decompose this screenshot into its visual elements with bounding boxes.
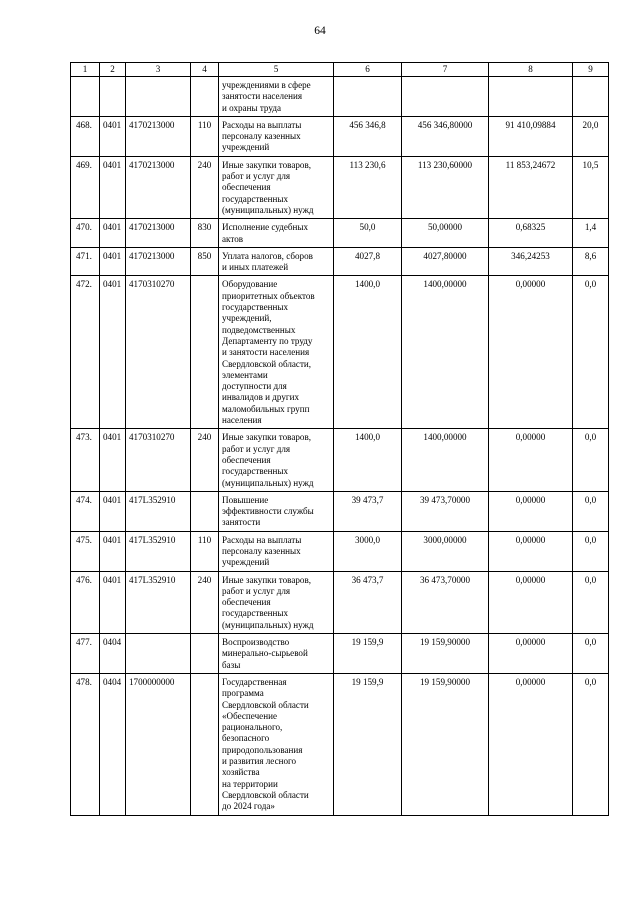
target-article-cell: 4170310270 <box>126 276 191 429</box>
limit-amount-cell: 19 159,90000 <box>402 634 489 674</box>
limit-amount-cell: 19 159,90000 <box>402 673 489 815</box>
section-code-cell: 0401 <box>100 116 126 156</box>
target-article-cell: 4170213000 <box>126 156 191 218</box>
row-number-cell: 469. <box>71 156 100 218</box>
table-row <box>71 276 609 429</box>
expense-type-cell <box>191 673 219 815</box>
section-code-cell <box>100 77 126 117</box>
table-row <box>71 77 609 117</box>
target-article-cell: 4170213000 <box>126 116 191 156</box>
section-code-cell: 0404 <box>100 673 126 815</box>
section-code-cell: 0401 <box>100 276 126 429</box>
row-number-cell: 470. <box>71 219 100 248</box>
executed-amount-cell: 0,00000 <box>489 429 573 491</box>
column-header-9: 9 <box>573 63 609 77</box>
approved-amount-cell: 39 473,7 <box>334 491 402 531</box>
limit-amount-cell: 36 473,70000 <box>402 571 489 633</box>
description-cell: Оборудование приоритетных объектов государственных учреждений, подведомственных Департаменту по труду и занятости населения Свердловской области, элементами доступности для инвалидов и других маломобильных групп населения <box>219 276 334 429</box>
approved-amount-cell: 36 473,7 <box>334 571 402 633</box>
row-number-cell: 475. <box>71 531 100 571</box>
row-number-cell <box>71 77 100 117</box>
limit-amount-cell: 39 473,70000 <box>402 491 489 531</box>
execution-percent-cell: 0,0 <box>573 491 609 531</box>
table-row <box>71 116 609 156</box>
executed-amount-cell: 91 410,09884 <box>489 116 573 156</box>
execution-percent-cell: 0,0 <box>573 634 609 674</box>
executed-amount-cell: 346,24253 <box>489 247 573 276</box>
row-number-cell: 476. <box>71 571 100 633</box>
target-article-cell <box>126 634 191 674</box>
row-number-cell: 473. <box>71 429 100 491</box>
row-number-cell: 472. <box>71 276 100 429</box>
executed-amount-cell: 0,00000 <box>489 571 573 633</box>
execution-percent-cell: 0,0 <box>573 429 609 491</box>
description-cell: учреждениями в сфере занятости населения и охраны труда <box>219 77 334 117</box>
description-cell: Расходы на выплаты персоналу казенных учреждений <box>219 531 334 571</box>
approved-amount-cell: 4027,8 <box>334 247 402 276</box>
limit-amount-cell: 4027,80000 <box>402 247 489 276</box>
column-header-2: 2 <box>100 63 126 77</box>
execution-percent-cell: 0,0 <box>573 531 609 571</box>
table-row <box>71 429 609 491</box>
section-code-cell: 0401 <box>100 219 126 248</box>
expense-type-cell <box>191 634 219 674</box>
section-code-cell: 0401 <box>100 531 126 571</box>
target-article-cell: 417L352910 <box>126 531 191 571</box>
column-header-5: 5 <box>219 63 334 77</box>
row-number-cell: 477. <box>71 634 100 674</box>
table-row <box>71 673 609 815</box>
execution-percent-cell: 0,0 <box>573 571 609 633</box>
description-cell: Государственная программа Свердловской области «Обеспечение рационального, безопасного природопользования и развития лесного хозяйства на территории Свердловской области до 2024 года» <box>219 673 334 815</box>
execution-percent-cell: 8,6 <box>573 247 609 276</box>
column-header-3: 3 <box>126 63 191 77</box>
table-row <box>71 219 609 248</box>
executed-amount-cell <box>489 77 573 117</box>
section-code-cell: 0401 <box>100 429 126 491</box>
expense-type-cell: 850 <box>191 247 219 276</box>
description-cell: Воспроизводство минерально-сырьевой базы <box>219 634 334 674</box>
column-header-1: 1 <box>71 63 100 77</box>
target-article-cell <box>126 77 191 117</box>
executed-amount-cell: 0,68325 <box>489 219 573 248</box>
expense-type-cell: 240 <box>191 429 219 491</box>
target-article-cell: 417L352910 <box>126 491 191 531</box>
approved-amount-cell: 1400,0 <box>334 276 402 429</box>
executed-amount-cell: 0,00000 <box>489 634 573 674</box>
row-number-cell: 478. <box>71 673 100 815</box>
expense-type-cell: 110 <box>191 531 219 571</box>
expense-type-cell <box>191 491 219 531</box>
approved-amount-cell: 50,0 <box>334 219 402 248</box>
limit-amount-cell: 113 230,60000 <box>402 156 489 218</box>
approved-amount-cell: 1400,0 <box>334 429 402 491</box>
description-cell: Повышение эффективности службы занятости <box>219 491 334 531</box>
table-row <box>71 491 609 531</box>
expense-type-cell: 830 <box>191 219 219 248</box>
executed-amount-cell: 0,00000 <box>489 673 573 815</box>
description-cell: Исполнение судебных актов <box>219 219 334 248</box>
approved-amount-cell: 113 230,6 <box>334 156 402 218</box>
expense-type-cell <box>191 276 219 429</box>
execution-percent-cell <box>573 77 609 117</box>
limit-amount-cell: 456 346,80000 <box>402 116 489 156</box>
description-cell: Расходы на выплаты персоналу казенных учреждений <box>219 116 334 156</box>
column-header-6: 6 <box>334 63 402 77</box>
approved-amount-cell: 19 159,9 <box>334 673 402 815</box>
table-row <box>71 531 609 571</box>
execution-percent-cell: 0,0 <box>573 673 609 815</box>
approved-amount-cell: 456 346,8 <box>334 116 402 156</box>
executed-amount-cell: 11 853,24672 <box>489 156 573 218</box>
row-number-cell: 471. <box>71 247 100 276</box>
expense-type-cell <box>191 77 219 117</box>
page-number: 64 <box>314 25 326 37</box>
column-header-7: 7 <box>402 63 489 77</box>
limit-amount-cell: 50,00000 <box>402 219 489 248</box>
approved-amount-cell: 3000,0 <box>334 531 402 571</box>
row-number-cell: 468. <box>71 116 100 156</box>
table-row <box>71 634 609 674</box>
table-row <box>71 571 609 633</box>
column-header-4: 4 <box>191 63 219 77</box>
execution-percent-cell: 10,5 <box>573 156 609 218</box>
target-article-cell: 417L352910 <box>126 571 191 633</box>
section-code-cell: 0401 <box>100 156 126 218</box>
header-row <box>71 63 609 77</box>
execution-percent-cell: 1,4 <box>573 219 609 248</box>
section-code-cell: 0401 <box>100 491 126 531</box>
description-cell: Иные закупки товаров, работ и услуг для обеспечения государственных (муниципальных) нужд <box>219 571 334 633</box>
budget-table <box>70 62 609 816</box>
execution-percent-cell: 20,0 <box>573 116 609 156</box>
table-row <box>71 247 609 276</box>
table-row <box>71 156 609 218</box>
limit-amount-cell: 3000,00000 <box>402 531 489 571</box>
description-cell: Иные закупки товаров, работ и услуг для обеспечения государственных (муниципальных) нужд <box>219 429 334 491</box>
description-cell: Иные закупки товаров, работ и услуг для обеспечения государственных (муниципальных) нужд <box>219 156 334 218</box>
approved-amount-cell <box>334 77 402 117</box>
limit-amount-cell: 1400,00000 <box>402 276 489 429</box>
description-cell: Уплата налогов, сборов и иных платежей <box>219 247 334 276</box>
row-number-cell: 474. <box>71 491 100 531</box>
section-code-cell: 0401 <box>100 571 126 633</box>
target-article-cell: 1700000000 <box>126 673 191 815</box>
limit-amount-cell: 1400,00000 <box>402 429 489 491</box>
executed-amount-cell: 0,00000 <box>489 531 573 571</box>
expense-type-cell: 240 <box>191 571 219 633</box>
executed-amount-cell: 0,00000 <box>489 276 573 429</box>
execution-percent-cell: 0,0 <box>573 276 609 429</box>
target-article-cell: 4170213000 <box>126 247 191 276</box>
approved-amount-cell: 19 159,9 <box>334 634 402 674</box>
expense-type-cell: 240 <box>191 156 219 218</box>
section-code-cell: 0401 <box>100 247 126 276</box>
expense-type-cell: 110 <box>191 116 219 156</box>
limit-amount-cell <box>402 77 489 117</box>
target-article-cell: 4170213000 <box>126 219 191 248</box>
column-header-8: 8 <box>489 63 573 77</box>
section-code-cell: 0404 <box>100 634 126 674</box>
target-article-cell: 4170310270 <box>126 429 191 491</box>
executed-amount-cell: 0,00000 <box>489 491 573 531</box>
